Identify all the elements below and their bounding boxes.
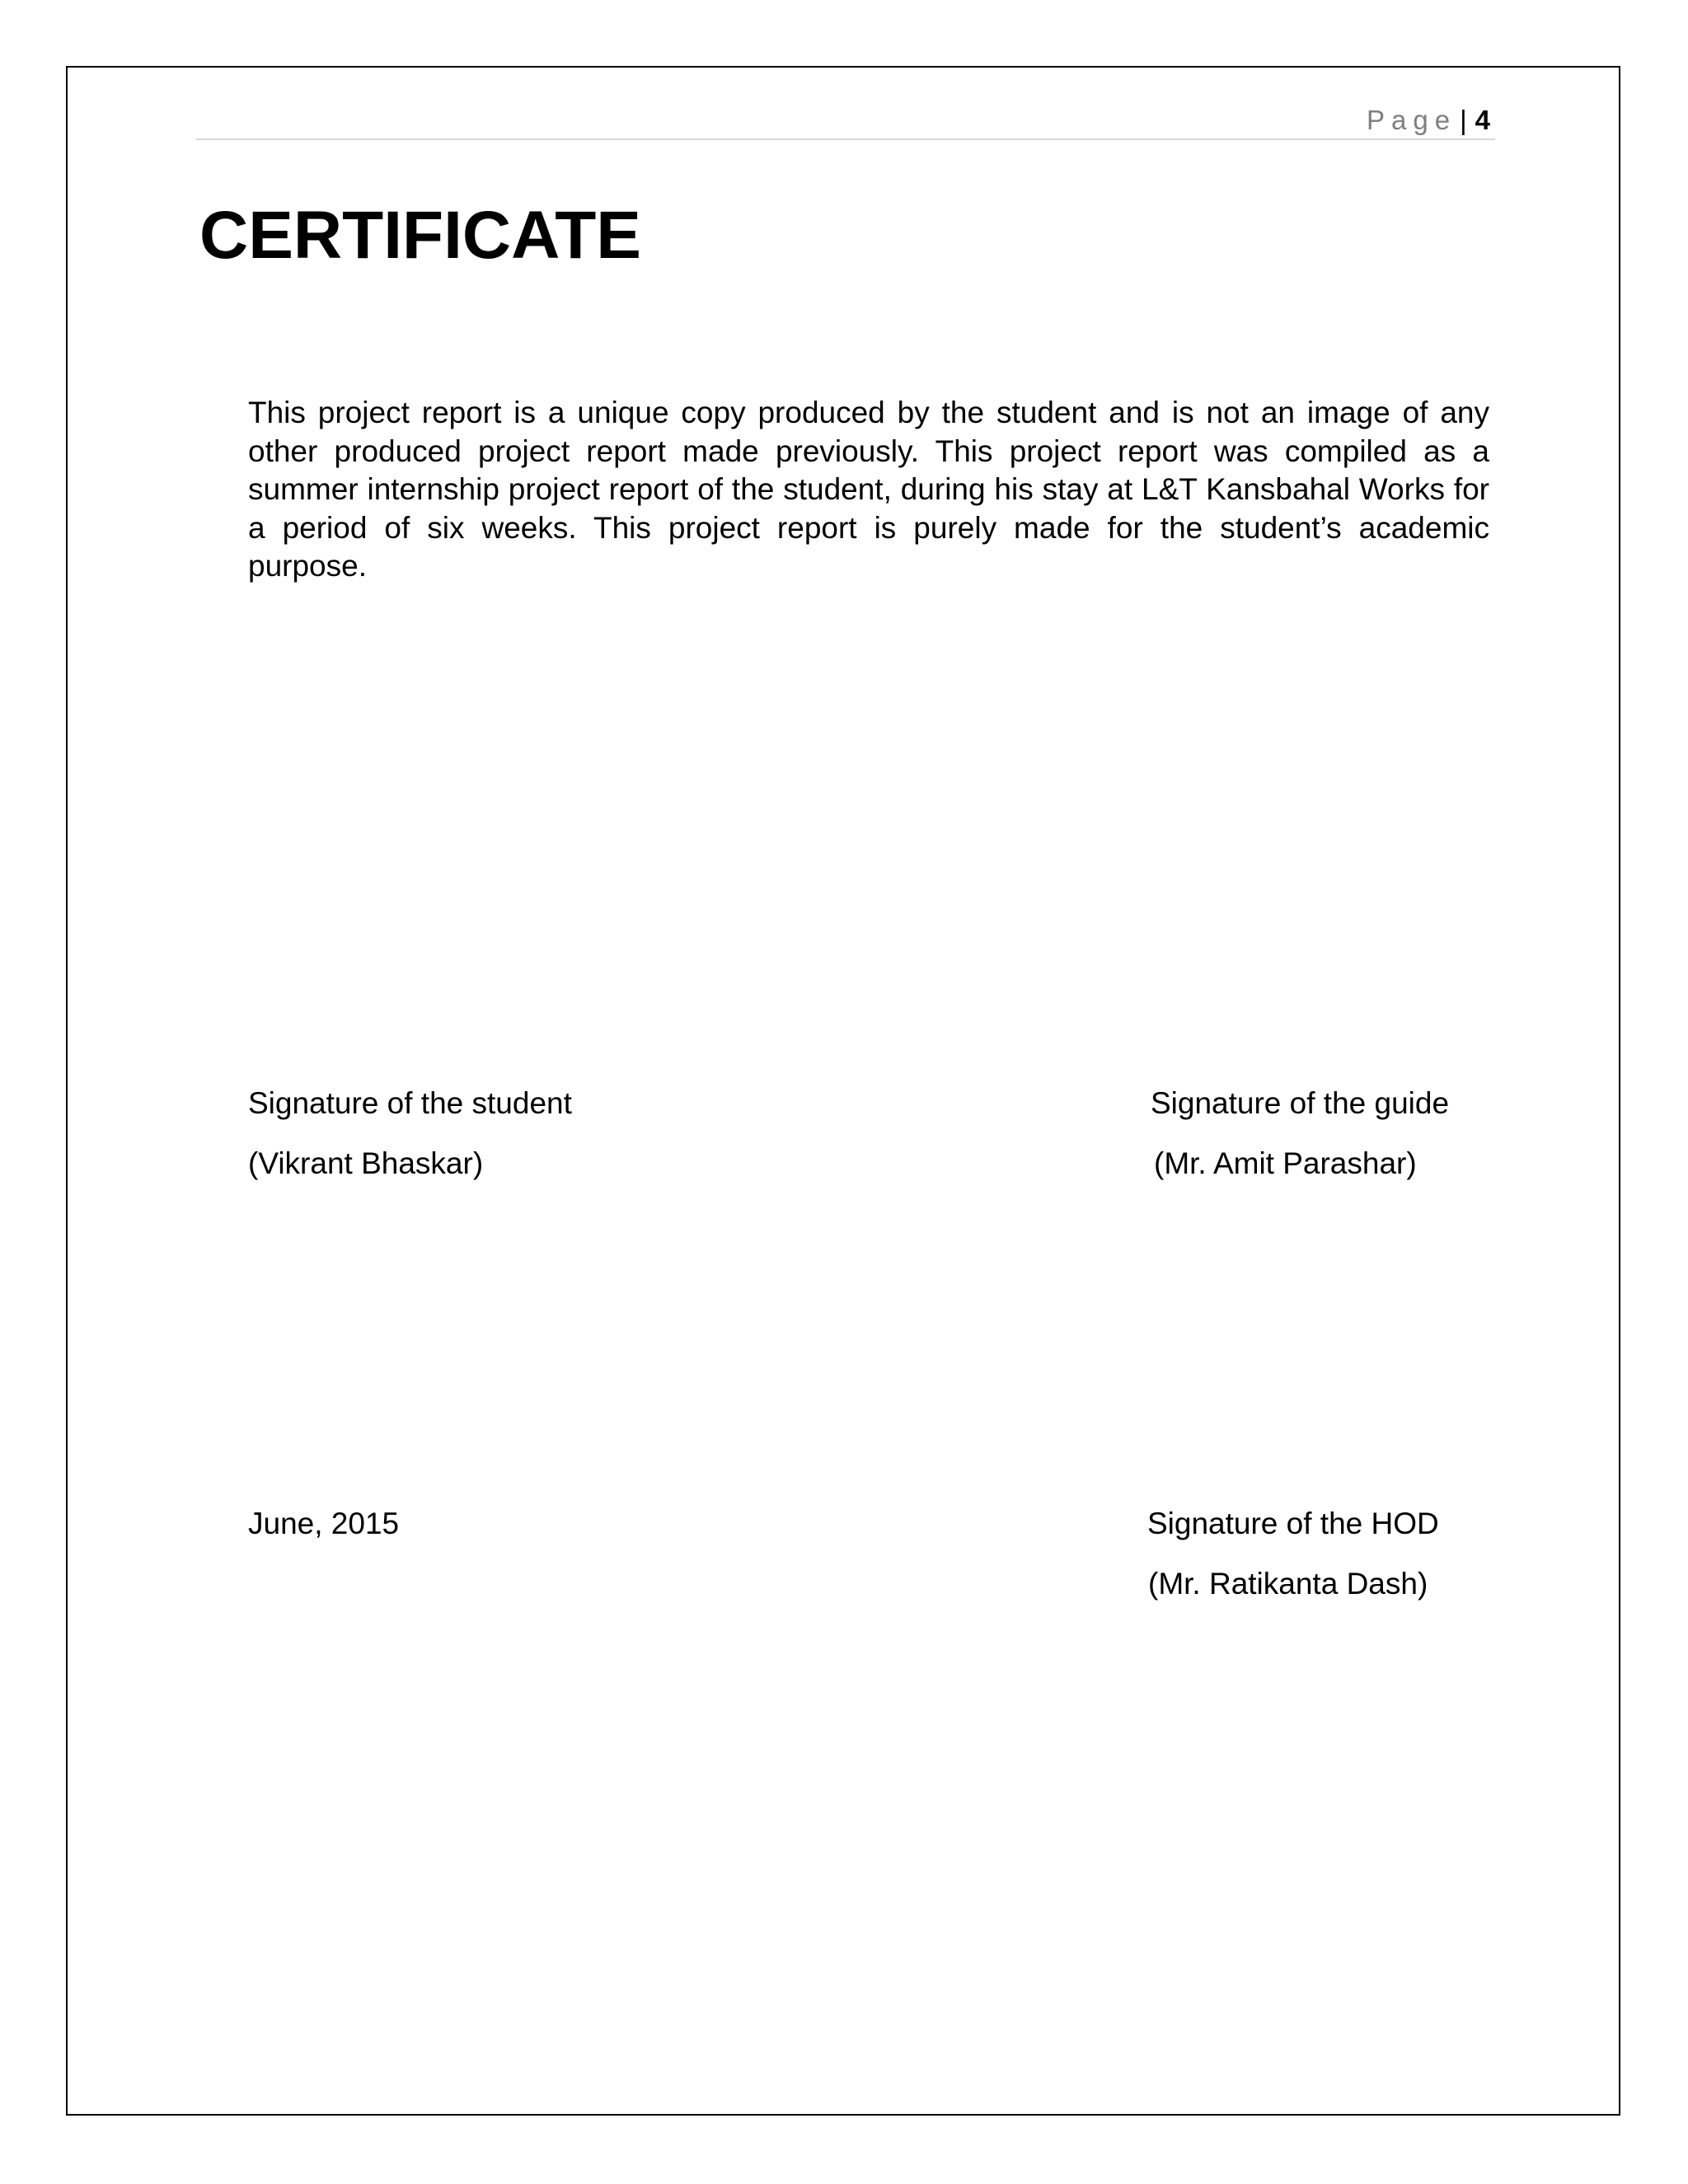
page-separator: | — [1460, 105, 1467, 135]
guide-name: (Mr. Amit Parashar) — [1154, 1146, 1417, 1180]
student-name: (Vikrant Bhaskar) — [248, 1146, 484, 1180]
page-header — [196, 99, 1495, 140]
student-signature-label: Signature of the student — [248, 1086, 572, 1120]
page-number — [1367, 104, 1490, 137]
certificate-body: This project report is a unique copy produced by the student and is not an image of any other produced project report made previously. This project report was compiled as a summer internship project report of the student, during his stay at L&T Kansbahal Works for a period of six weeks. This project report is purely made for the student’s academic purpose. — [248, 396, 1489, 583]
hod-signature-label: Signature of the HOD — [1147, 1507, 1439, 1540]
certificate-title: CERTIFICATE — [199, 198, 642, 273]
page-number-value: 4 — [1475, 105, 1490, 135]
guide-signature-label: Signature of the guide — [1151, 1086, 1450, 1120]
page-word: Page — [1366, 105, 1457, 135]
hod-name: (Mr. Ratikanta Dash) — [1148, 1567, 1428, 1601]
date-text: June, 2015 — [248, 1507, 400, 1540]
